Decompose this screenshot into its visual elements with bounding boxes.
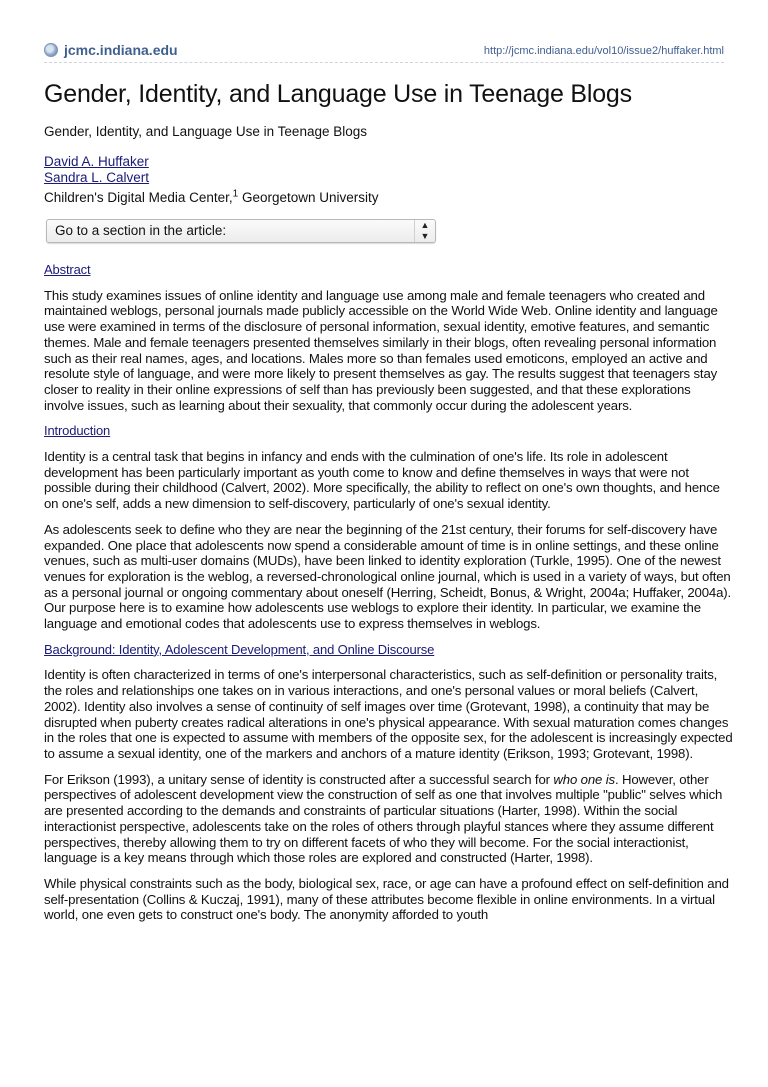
abstract-paragraph: This study examines issues of online identity and language use among male and female teenagers who created and maintained weblogs, personal journals made publicly accessible on the World Wide Web. Online identity and language use were examined in terms of the disclosure of personal information, sexual identity, emotive features, and semantic themes. Male and female teenagers presented themselves similarly in their blogs, often revealing personal information such as their real names, ages, and locations. Males more so than females used emoticons, employed an active and resolute style of language, and were more likely to present themselves as gay. The results suggest that teenagers stay closer to reality in their online expressions of self than has previously been suggested, and that these explorations involve issues, such as learning about their sexuality, that commonly occur during the adolescent years. [44,287,718,413]
page-title: Gender, Identity, and Language Use in Teenage Blogs [44,80,632,108]
section-select-value: Go to a section in the article: [55,223,227,238]
updown-arrows-icon: ▲ ▼ [414,220,435,242]
background-paragraph-1: Identity is often characterized in terms of one's interpersonal characteristics, such as self-definition or personality traits, the roles and relationships one takes on in various interactions, and one's personal values or moral beliefs (Calvert, 2002). Identity also involves a sense of continuity of self images over time (Grotevant, 1998), a continuity that may be disrupted when puberty creates radical alterations in one's physical appearance. With sexual maturation comes changes in the roles that one is expected to assume with members of the opposite sex, for the adolescent is increasingly expected to assume a sexual identity, one of the markers and anchors of a mature identity (Erikson, 1993; Grotevant, 1998). [44,667,733,761]
site-name: jcmc.indiana.edu [64,42,178,58]
background-paragraph-2 [44,772,734,866]
section-select[interactable] [46,219,436,243]
background-paragraph-3: While physical constraints such as the body, biological sex, race, or age can have a profound effect on self-definition and self-presentation (Collins & Kuczaj, 1991), many of these attributes become flexible in online environments. In a virtual world, one even gets to construct one's body. The anonymity afforded to youth [44,875,729,923]
page-url[interactable]: http://jcmc.indiana.edu/vol10/issue2/huffaker.html [483,45,724,57]
intro-paragraph-2: As adolescents seek to define who they are near the beginning of the 21st century, their forums for self-discovery have expanded. One place that adolescents now spend a considerable amount of time is in online settings, and these online venues, such as multi-user domains (MUDs), have been linked to identity exploration (Turkle, 1995). One of the newest venues for exploration is the weblog, a reversed-chronological online journal, which is used in a variety of ways, but often as a personal journal or ongoing commentary about oneself (Herring, Scheidt, Bonus, & Wright, 2004a; Huffaker, 2004a). Our purpose here is to examine how adolescents use weblogs to explore their identity. In particular, we examine the language and emotional codes that adolescents use to express themselves in weblogs. [44,521,732,632]
affiliation-university: Georgetown University [238,189,379,205]
text-run: . However, other perspectives of adolescent development view the construction of self as one that involves multiple "public" selves which are presented according to the demands and constraints of particular situations (Harter, 1998). Within the social interactionist perspective, adolescents take on the roles of others through playful stances where they assume different perspectives, thereby allowing them to try on different facets of who they will become. For the social interactionist, language is a key means through which those roles are explored and constructed (Harter, 1998). [44,771,723,866]
footnote-ref[interactable]: 1 [232,188,239,199]
section-link-background[interactable]: Background: Identity, Adolescent Development, and Online Discourse [44,641,435,657]
affiliation-name: Children's Digital Media Center, [44,189,233,205]
globe-icon [44,43,58,57]
intro-paragraph-1: Identity is a central task that begins in infancy and ends with the culmination of one's life. Its role in adolescent development has been particularly important as youth come to know and define themselves in ways that were not possible during their childhood (Calvert, 2002). More specifically, the ability to reflect on one's own thoughts, and hence on one's self, adds a new dimension to self-discovery, particularly of one's sexual identity. [44,449,720,512]
emphasis: who one is [553,771,615,787]
author-link-huffaker[interactable]: David A. Huffaker [44,154,149,169]
section-link-introduction[interactable]: Introduction [44,423,111,439]
section-link-abstract[interactable]: Abstract [44,262,91,277]
author-block [44,154,379,206]
affiliation [44,190,379,205]
text-run: For Erikson (1993), a unitary sense of identity is constructed after a successful search for [44,771,554,787]
article-body [44,262,734,933]
article-subtitle: Gender, Identity, and Language Use in Teenage Blogs [44,124,367,139]
site-link[interactable] [44,42,178,58]
page-header [44,40,724,63]
author-link-calvert[interactable]: Sandra L. Calvert [44,170,150,185]
